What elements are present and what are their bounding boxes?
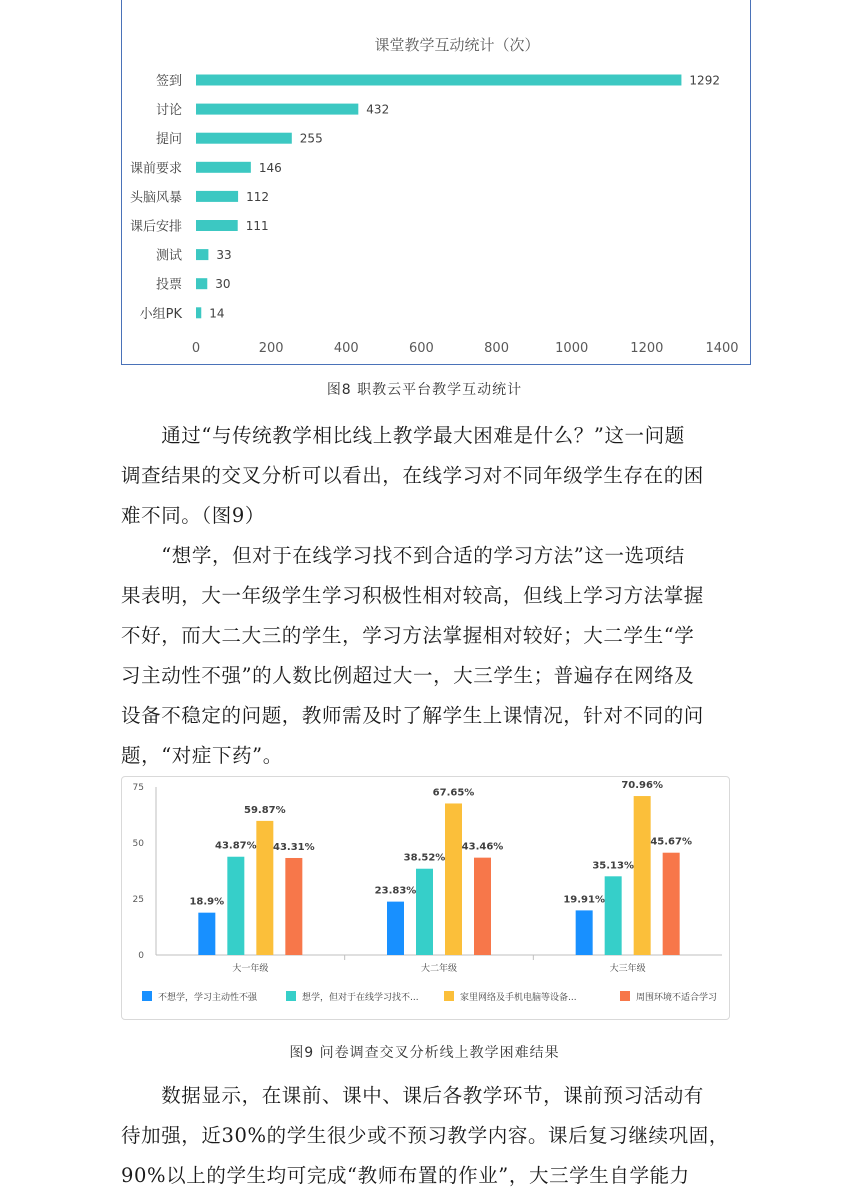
legend-swatch	[142, 991, 152, 1001]
data-label: 146	[258, 160, 282, 175]
legend-label: 周围环境不适合学习	[636, 993, 718, 1003]
bar	[196, 162, 251, 173]
category-label: 课前要求	[129, 161, 182, 177]
category-label: 大三年级	[609, 964, 646, 974]
bar	[196, 191, 238, 202]
bar	[387, 902, 404, 955]
x-tick-label: 1000	[555, 341, 589, 356]
chart-title: 课堂教学互动统计（次）	[374, 36, 540, 54]
category-label: 提问	[155, 132, 182, 148]
category-label: 课后安排	[129, 219, 182, 235]
category-label: 大一年级	[232, 964, 269, 974]
x-tick-label: 0	[191, 341, 201, 356]
data-label: 111	[245, 219, 269, 233]
data-label: 45.67%	[650, 836, 692, 848]
legend-label: 不想学，学习主动性不强	[158, 993, 258, 1003]
paragraph-line: 通过“与传统教学相比线上教学最大困难是什么？”这一问题	[121, 424, 685, 447]
data-label: 59.87%	[244, 804, 286, 816]
bar	[576, 910, 593, 955]
paragraph-line: 果表明，大一年级学生学习积极性相对较高，但线上学习方法掌握	[121, 584, 704, 607]
figure9-chart	[121, 776, 730, 1020]
data-label: 70.96%	[621, 780, 663, 792]
legend-swatch	[620, 991, 630, 1001]
bar	[196, 278, 207, 289]
bar	[196, 75, 681, 86]
x-tick-label: 200	[258, 341, 284, 356]
data-label: 23.83%	[374, 885, 417, 897]
bar	[196, 249, 208, 260]
paragraph-line: 难不同。（图9）	[121, 504, 265, 527]
bar	[196, 133, 292, 144]
data-label: 432	[366, 102, 390, 117]
figure8-chart	[121, 0, 751, 365]
bar	[196, 104, 358, 115]
legend-label: 想学，但对于在线学习找不...	[302, 993, 419, 1003]
x-tick-label: 400	[333, 341, 359, 356]
paragraph-3	[121, 1076, 741, 1196]
y-tick-label: 0	[138, 951, 144, 961]
x-tick-label: 600	[409, 341, 434, 356]
data-label: 43.87%	[215, 840, 257, 852]
data-label: 33	[216, 248, 232, 263]
category-label: 讨论	[155, 103, 182, 119]
legend-swatch	[286, 991, 296, 1001]
category-label: 头脑风暴	[129, 190, 182, 206]
y-tick-label: 25	[132, 895, 144, 905]
bar	[196, 220, 238, 231]
paragraph-line: 题，“对症下药”。	[121, 744, 283, 767]
category-label: 小组PK	[139, 306, 182, 322]
data-label: 38.52%	[403, 852, 446, 864]
data-label: 1292	[689, 73, 720, 88]
data-label: 14	[209, 306, 225, 321]
bar	[605, 876, 622, 955]
paragraph-line: 不好，而大二大三的学生，学习方法掌握相对较好；大二学生“学	[121, 624, 695, 647]
bar	[256, 821, 273, 955]
data-label: 18.9%	[189, 896, 225, 908]
paragraph-line: 调查结果的交叉分析可以看出，在线学习对不同年级学生存在的困	[121, 464, 704, 487]
interaction-bar-chart	[122, 0, 752, 365]
bar	[196, 307, 201, 318]
paragraph-line: 90%以上的学生均可完成“教师布置的作业”，大三学生自学能力	[121, 1164, 690, 1187]
data-label: 35.13%	[592, 860, 634, 872]
paragraph-line: 设备不稳定的问题，教师需及时了解学生上课情况，针对不同的问	[121, 704, 704, 727]
bar	[474, 858, 491, 955]
paragraph-line: 数据显示，在课前、课中、课后各教学环节，课前预习活动有	[121, 1084, 704, 1107]
category-label: 签到	[155, 74, 182, 89]
figure8-caption: 图8 职教云平台教学互动统计	[326, 382, 523, 398]
legend-swatch	[444, 991, 454, 1001]
y-tick-label: 75	[132, 783, 144, 793]
data-label: 255	[299, 131, 323, 146]
figure9-caption: 图9 问卷调查交叉分析线上教学困难结果	[289, 1045, 560, 1061]
data-label: 19.91%	[563, 894, 605, 906]
category-label: 大二年级	[420, 964, 458, 974]
bar	[445, 803, 462, 955]
bar	[227, 857, 244, 955]
bar	[285, 858, 302, 955]
paragraph-line: 待加强，近30%的学生很少或不预习教学内容。课后复习继续巩固，	[121, 1124, 729, 1147]
difficulty-grouped-bar-chart	[122, 777, 731, 1021]
data-label: 67.65%	[432, 787, 475, 799]
y-tick-label: 50	[132, 839, 144, 849]
category-label: 投票	[155, 277, 182, 293]
category-label: 测试	[155, 248, 182, 264]
paragraph-2	[121, 536, 741, 776]
bar	[663, 853, 680, 955]
data-label: 112	[246, 189, 269, 204]
paragraph-line: “想学，但对于在线学习找不到合适的学习方法”这一选项结	[121, 544, 685, 567]
bar	[634, 796, 651, 955]
bar	[198, 913, 215, 955]
data-label: 30	[215, 277, 231, 292]
paragraph-line: 习主动性不强”的人数比例超过大一，大三学生；普遍存在网络及	[121, 664, 695, 687]
x-tick-label: 1200	[630, 341, 664, 356]
bar	[416, 869, 433, 955]
legend-label: 家里网络及手机电脑等设备...	[460, 993, 577, 1003]
data-label: 43.46%	[461, 841, 504, 853]
x-tick-label: 1400	[705, 341, 739, 356]
x-tick-label: 800	[484, 341, 509, 356]
data-label: 43.31%	[273, 841, 315, 853]
paragraph-1	[121, 416, 741, 536]
